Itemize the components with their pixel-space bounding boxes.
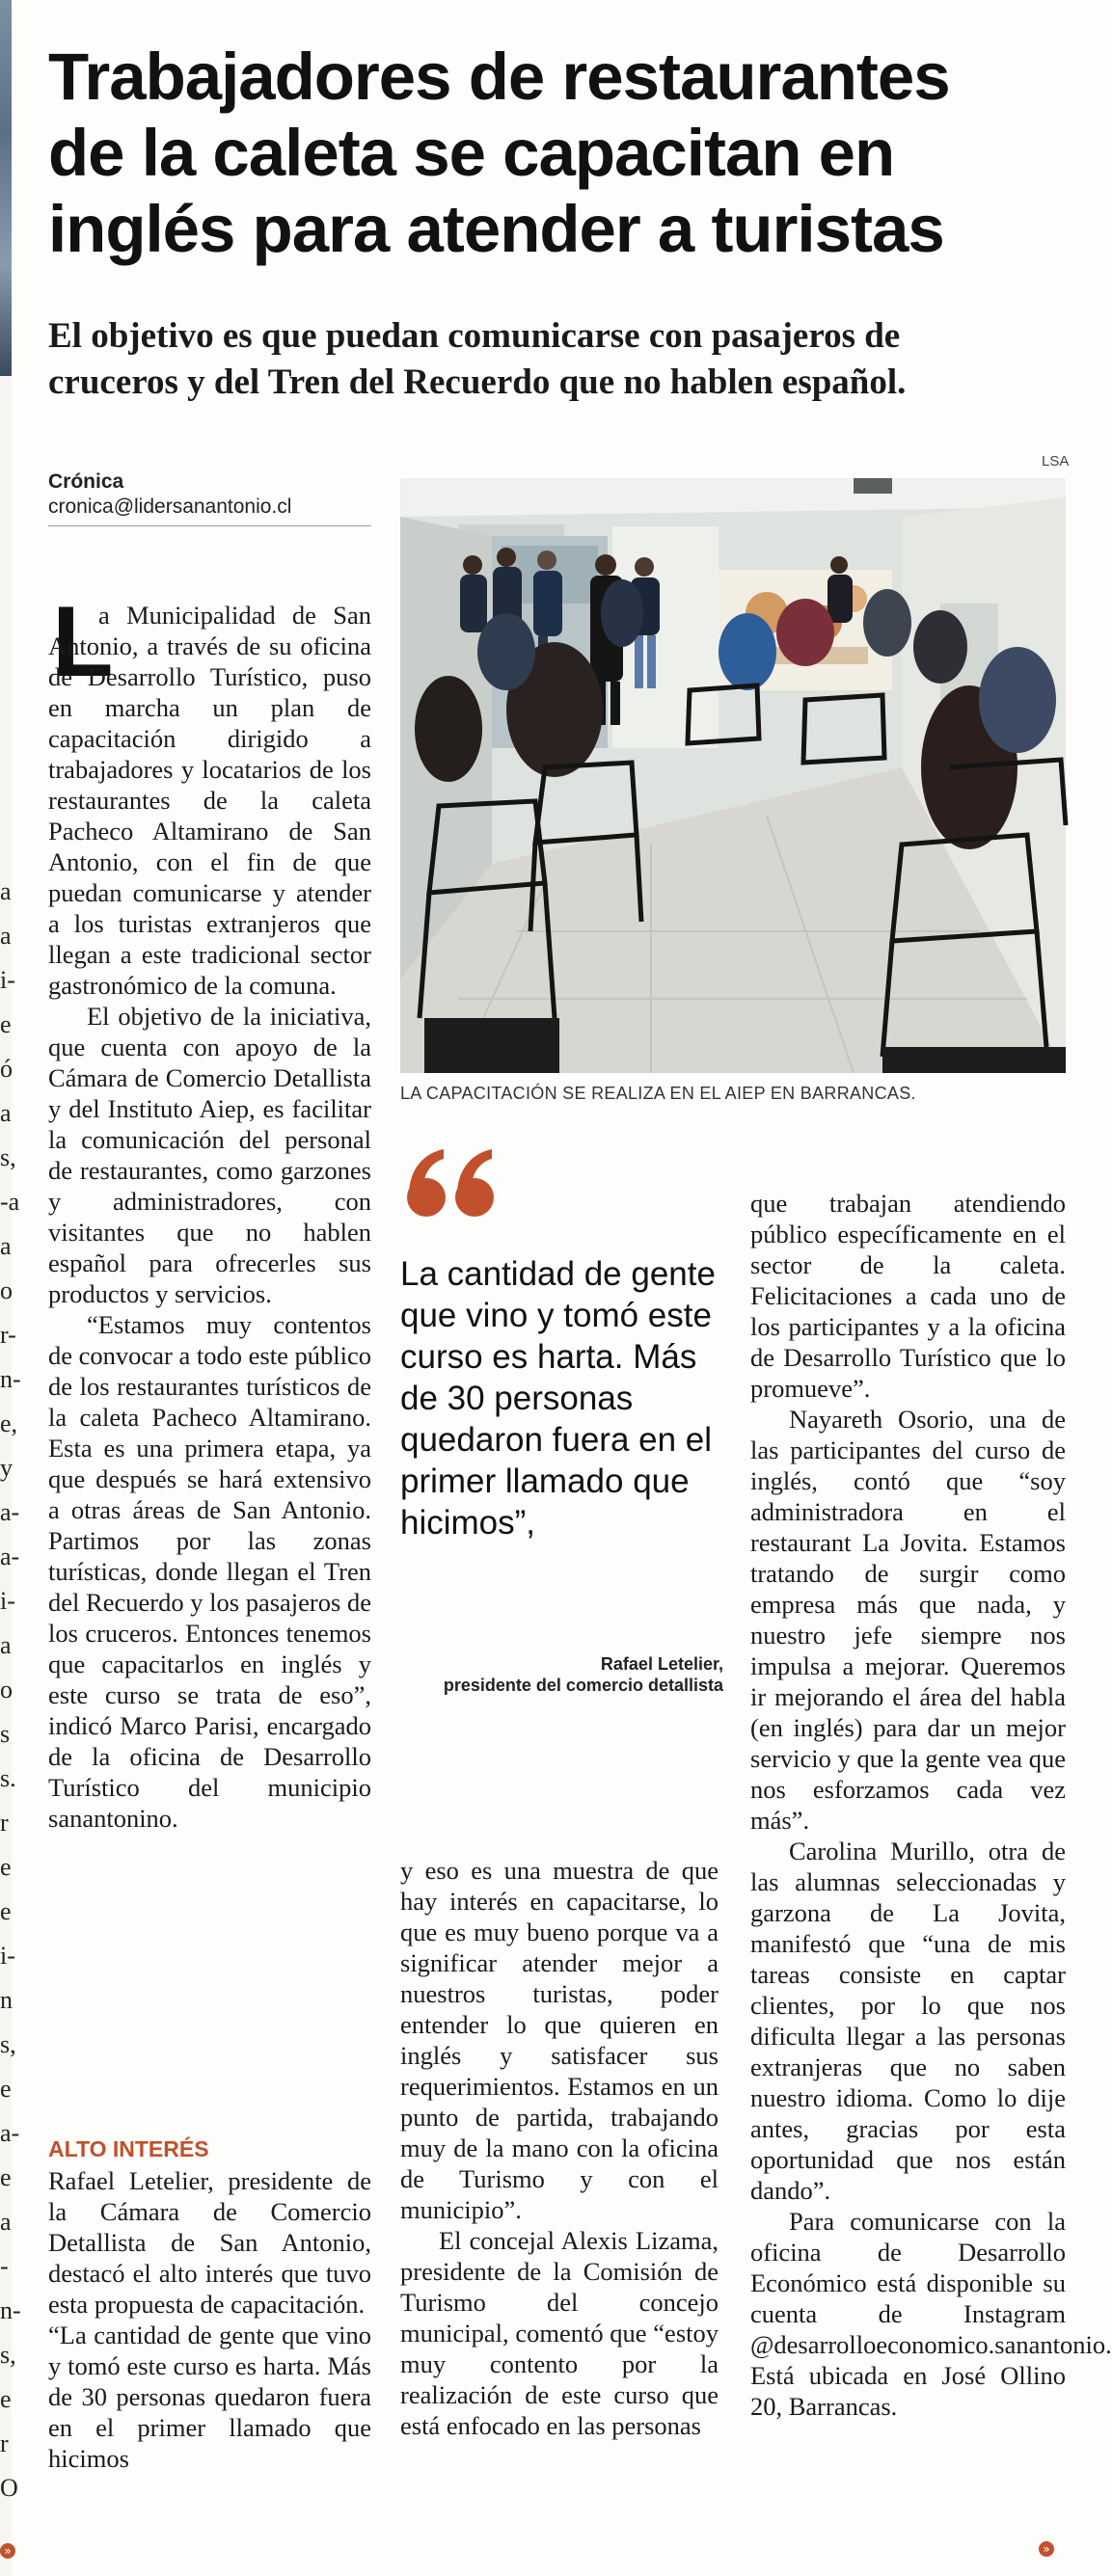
photo-caption: LA CAPACITACIÓN SE REALIZA EN EL AIEP EN BARRANCAS. <box>400 1084 916 1103</box>
paragraph: Rafael Letelier, presidente de la Cámara de Comercio Detallista de San Antonio, destacó el alto interés que tuvo esta propuesta de capacitación. <box>48 2166 371 2319</box>
adjacent-text-fragment: n <box>0 1986 13 2014</box>
paragraph: “La cantidad de gente que vino y tomó este curso es harta. Más de 30 personas quedaron fuera en el primer llamado que hicimos <box>48 2321 371 2473</box>
adjacent-text-fragment: i- <box>0 1587 15 1615</box>
adjacent-text-fragment: s <box>0 1720 11 1748</box>
adjacent-text-fragment: s, <box>0 2030 16 2058</box>
byline-name: Crónica <box>48 470 124 493</box>
adjacent-text-fragment: a <box>0 2208 12 2236</box>
adjacent-text-fragment: e, <box>0 1409 18 1437</box>
headline-line: de la caleta se capacitan en <box>48 116 895 190</box>
byline-email[interactable]: cronica@lidersanantonio.cl <box>48 496 292 518</box>
subheadline-line: cruceros y del Tren del Recuerdo que no hablen español. <box>48 362 907 402</box>
headline-line: inglés para atender a turistas <box>48 192 944 266</box>
adjacent-text-fragment: a <box>0 1631 12 1659</box>
paragraph: El objetivo de la iniciativa, que cuenta con apoyo de la Cámara de Comercio Detallista y del Instituto Aiep, es facilitar la comunicación del personal de restaurantes, como garzones y administradores, con visitantes que no hablen español para ofrecerles sus productos y servicios. <box>48 1002 371 1308</box>
quote-mark-icon <box>405 1149 502 1219</box>
adjacent-text-fragment: a <box>0 1099 12 1127</box>
article-column-3 <box>750 1188 1112 2422</box>
paragraph: a Municipalidad de San Antonio, a través de su oficina de Desarrollo Turístico, puso en marcha un plan de capacitación dirigido a trabajadores y locatarios de los restaurantes de la caleta Pacheco Altamirano de San Antonio, con el fin de que puedan comunicarse y atender a los turistas extranjeros que llegan a este tradicional sector gastronómico de la comuna. <box>48 601 371 1000</box>
adjacent-text-fragment: a- <box>0 2119 20 2147</box>
adjacent-text-fragment: a <box>0 922 12 950</box>
adjacent-text-fragment: e <box>0 2163 12 2191</box>
adjacent-text-fragment: r- <box>0 1321 16 1349</box>
paragraph: “Estamos muy contentos de convocar a todo este público de los restaurantes turísticos de la caleta Pacheco Altamirano. Esta es una primera etapa, ya que después se hará extensivo a otras áreas de San Antonio. Partimos por las zonas turísticas, donde llegan el Tren del Recuerdo y los pasajeros de los cruceros. Entonces tenemos que capacitarlos en inglés y este curso se trata de eso”, indicó Marco Parisi, encargado de la oficina de Desarrollo Turístico del municipio sanantonino. <box>48 1310 371 1833</box>
adjacent-text-fragment: i- <box>0 966 15 994</box>
paragraph: Nayareth Osorio, una de las participantes del curso de inglés, contó que “soy administradora en el restaurant La Jovita. Estamos tratando de surgir como empresa más que nada, y nuestro jefe siempre nos impulsa a mejorar. Queremos ir mejorando el área del habla (en inglés) para dar un mejor servicio y que la gente vea que nos esforzamos cada vez más”. <box>750 1405 1066 1835</box>
adjacent-text-fragment: n- <box>0 1365 21 1393</box>
paragraph: y eso es una muestra de que hay interés en capacitarse, lo que es muy bueno porque va a significar atender mejor a nuestros turistas, poder entender lo que quieren en inglés y satisfacer sus requerimientos. Estamos en un punto de partida, trabajando muy de la mano con la oficina de Turismo y con el municipio”. <box>400 1856 719 2224</box>
adjacent-end-mark-icon: » <box>0 2543 15 2559</box>
subheadline-line: El objetivo es que puedan comunicarse con pasajeros de <box>48 316 901 356</box>
headline-line: Trabajadores de restaurantes <box>48 40 950 114</box>
adjacent-text-fragment: e <box>0 1897 12 1925</box>
adjacent-text-fragment: i- <box>0 1942 15 1970</box>
pull-quote-attribution-role: presidente del comercio detallista <box>443 1676 723 1695</box>
adjacent-page-photo-edge <box>0 0 12 376</box>
adjacent-text-fragment: a- <box>0 1543 20 1570</box>
paragraph: Carolina Murillo, otra de las alumnas seleccionadas y garzona de La Jovita, manifestó que “una de mis tareas consiste en captar clientes, por lo que nos dificulta llegar a las personas extranjeras que no saben nuestro idioma. Como lo dije antes, gracias por esta oportunidad que nos están dando”. <box>750 1837 1066 2205</box>
section-heading: ALTO INTERÉS <box>48 2136 209 2161</box>
article-column-2 <box>400 1855 719 2441</box>
adjacent-text-fragment: O <box>0 2474 18 2502</box>
subheadline <box>48 313 1071 406</box>
adjacent-text-fragment: r <box>0 1809 9 1837</box>
adjacent-text-fragment: e <box>0 2075 12 2103</box>
adjacent-text-fragment: - <box>0 2252 9 2280</box>
paragraph: Para comunicarse con la oficina de Desarrollo Económico está disponible su cuenta de Instagram @desarrolloeconomico.sanantonio. Está ubicada en José Ollino 20, Barrancas. <box>750 2207 1112 2421</box>
classroom-photo <box>400 478 1066 1073</box>
adjacent-text-fragment: r <box>0 2429 9 2457</box>
adjacent-text-fragment: s. <box>0 1764 16 1792</box>
adjacent-text-fragment: s, <box>0 1143 16 1171</box>
pull-quote-attribution-name: Rafael Letelier, <box>600 1654 723 1674</box>
paragraph: que trabajan atendiendo público específicamente en el sector de la caleta. Felicitaciones a cada uno de los participantes y a la oficina de Desarrollo Turístico que lo promueve”. <box>750 1189 1066 1403</box>
adjacent-text-fragment: a <box>0 877 12 905</box>
adjacent-text-fragment: n- <box>0 2296 21 2324</box>
adjacent-text-fragment: y <box>0 1454 13 1482</box>
adjacent-text-fragment: e <box>0 2385 12 2413</box>
adjacent-text-fragment: o <box>0 1276 13 1304</box>
article-end-mark-icon: » <box>1039 2541 1054 2557</box>
adjacent-text-fragment: s, <box>0 2341 16 2369</box>
paragraph: El concejal Alexis Lizama, presidente de la Comisión de Turismo del concejo municipal, comentó que “estoy muy contento por la realización de este curso que está enfocado en las personas <box>400 2226 719 2440</box>
photo-credit: LSA <box>1042 453 1070 470</box>
adjacent-text-fragment: o <box>0 1676 13 1704</box>
article-column-1-continued <box>48 2165 371 2474</box>
adjacent-text-fragment: ó <box>0 1055 13 1083</box>
drop-cap-letter: L <box>52 586 114 698</box>
adjacent-text-fragment: e <box>0 1853 12 1881</box>
article-column-1 <box>48 600 371 1834</box>
headline <box>48 39 1071 267</box>
pull-quote-text: La cantidad de gente que vino y tomó este curso es harta. Más de 30 personas quedaron fuera en el primer llamado que hicimos”, <box>400 1255 716 1542</box>
byline-divider <box>48 525 371 526</box>
adjacent-text-fragment: e <box>0 1010 12 1038</box>
adjacent-text-fragment: -a <box>0 1188 20 1216</box>
adjacent-text-fragment: a- <box>0 1498 20 1526</box>
adjacent-text-fragment: a <box>0 1232 12 1260</box>
